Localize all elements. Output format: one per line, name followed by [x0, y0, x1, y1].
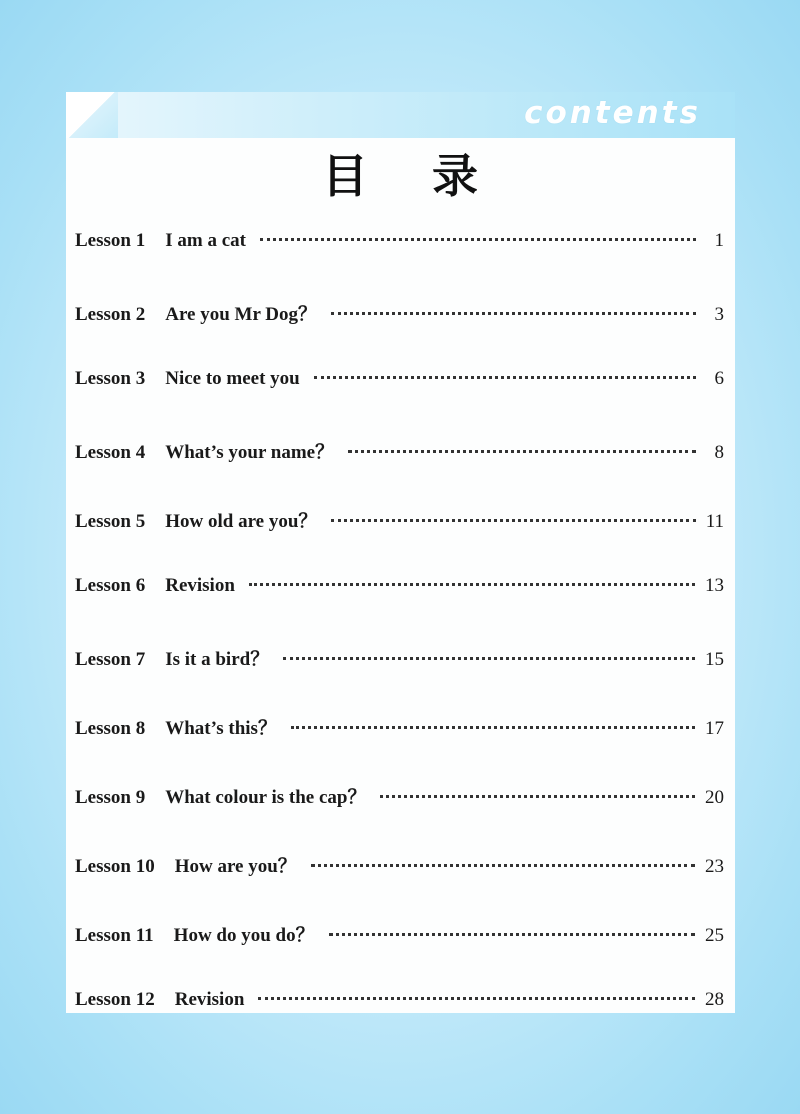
toc-lesson-title: What’s your name？	[165, 442, 335, 463]
toc-page-number: 25	[705, 925, 724, 946]
contents-header-label: contents	[524, 95, 701, 131]
toc-lesson-number: Lesson 7	[75, 649, 146, 670]
toc-lesson-number: Lesson 5	[75, 511, 146, 532]
dot-leader	[258, 996, 695, 1000]
toc-lesson-number: Lesson 11	[75, 925, 154, 946]
toc-page-number: 8	[714, 442, 724, 463]
page-title-char-2: 录	[432, 149, 478, 203]
toc-lesson-number: Lesson 8	[75, 718, 146, 739]
toc-entry-lesson-6[interactable]	[75, 575, 724, 601]
toc-lesson-title: How old are you？	[165, 511, 318, 532]
toc-page-number: 1	[714, 230, 724, 251]
toc-entry-lesson-3[interactable]	[75, 368, 724, 394]
toc-entry-lesson-11[interactable]	[75, 920, 724, 946]
dot-leader	[249, 582, 695, 586]
toc-page-number: 17	[705, 718, 724, 739]
dot-leader	[291, 725, 695, 729]
toc-lesson-number: Lesson 3	[75, 368, 146, 389]
page-title	[0, 140, 800, 206]
dot-leader	[380, 794, 695, 798]
toc-lesson-number: Lesson 10	[75, 856, 155, 877]
toc-lesson-number: Lesson 2	[75, 304, 146, 325]
toc-lesson-title: How are you？	[174, 856, 297, 877]
dot-leader	[311, 863, 695, 867]
toc-entry-lesson-12[interactable]	[75, 989, 724, 1015]
toc-page-number: 6	[714, 368, 724, 389]
dot-leader	[283, 656, 695, 660]
toc-page-number: 3	[714, 304, 724, 325]
toc-page-number: 15	[705, 649, 724, 670]
toc-page-number: 20	[705, 787, 724, 808]
toc-page-number: 11	[705, 511, 724, 532]
dot-leader	[331, 311, 696, 315]
dot-leader	[331, 518, 695, 522]
toc-lesson-title: Are you Mr Dog？	[165, 304, 318, 325]
toc-entry-lesson-9[interactable]	[75, 782, 724, 808]
toc-lesson-number: Lesson 1	[75, 230, 146, 251]
toc-lesson-title: How do you do？	[173, 925, 315, 946]
toc-lesson-title: Revision	[174, 989, 245, 1010]
toc-lesson-title: Nice to meet you	[165, 368, 300, 389]
dot-leader	[260, 237, 696, 241]
toc-lesson-title: Revision	[165, 575, 235, 596]
toc-page-number: 28	[705, 989, 724, 1010]
toc-lesson-title: I am a cat	[165, 230, 246, 251]
toc-lesson-number: Lesson 12	[75, 989, 155, 1010]
dot-leader	[314, 375, 696, 379]
toc-lesson-number: Lesson 4	[75, 442, 146, 463]
toc-entry-lesson-7[interactable]	[75, 644, 724, 670]
toc-entry-lesson-5[interactable]	[75, 506, 724, 532]
toc-entry-lesson-4[interactable]	[75, 437, 724, 463]
corner-fold-decoration	[66, 92, 118, 138]
toc-entry-lesson-10[interactable]	[75, 851, 724, 877]
dot-leader	[329, 932, 695, 936]
toc-entry-lesson-8[interactable]	[75, 713, 724, 739]
toc-entry-lesson-2[interactable]	[75, 299, 724, 325]
toc-lesson-number: Lesson 9	[75, 787, 146, 808]
toc-lesson-title: What colour is the cap？	[165, 787, 367, 808]
toc-page-number: 23	[705, 856, 724, 877]
toc-entry-lesson-1[interactable]	[75, 230, 724, 256]
toc-lesson-title: Is it a bird？	[165, 649, 270, 670]
dot-leader	[348, 449, 696, 453]
toc-page-number: 13	[705, 575, 724, 596]
page-title-char-1: 目	[322, 149, 368, 203]
toc-lesson-title: What’s this？	[165, 718, 277, 739]
toc-lesson-number: Lesson 6	[75, 575, 146, 596]
